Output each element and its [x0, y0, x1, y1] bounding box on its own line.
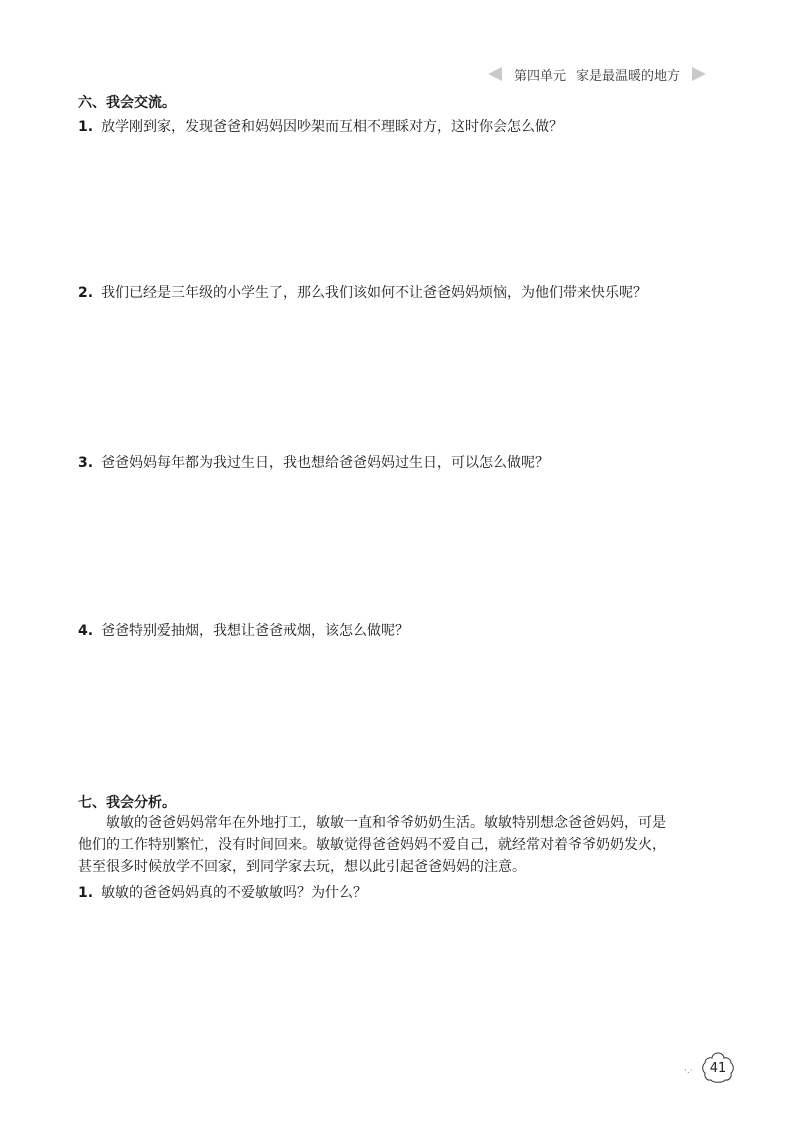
page-header [488, 62, 728, 86]
question-number: 1. [78, 885, 94, 901]
section-6-question-4 [78, 620, 409, 640]
section-6-question-3 [78, 452, 549, 472]
section-6-title: 六、我会交流。 [78, 95, 176, 111]
passage-line: 甚至很多时候放学不回家，到同学家去玩，想以此引起爸爸妈妈的注意。 [78, 859, 526, 875]
question-text: 爸爸妈妈每年都为我过生日，我也想给爸爸妈妈过生日，可以怎么做呢？ [101, 455, 550, 471]
decorative-dots-icon: ·.· [684, 1066, 693, 1076]
question-number: 3. [78, 455, 94, 471]
triangle-right-icon [692, 67, 706, 81]
triangle-left-icon [488, 67, 502, 81]
passage-line: 他们的工作特别繁忙，没有时间回来。敏敏觉得爸爸妈妈不爱自己，就经常对着爷爷奶奶发火， [78, 837, 666, 853]
passage-line: 敏敏的爸爸妈妈常年在外地打工，敏敏一直和爷爷奶奶生活。敏敏特别想念爸爸妈妈，可是 [106, 815, 666, 831]
section-6-question-2 [78, 282, 647, 302]
question-text: 敏敏的爸爸妈妈真的不爱敏敏吗？为什么？ [101, 885, 368, 901]
section-7-title: 七、我会分析。 [78, 795, 176, 811]
page-number: 41 [709, 1060, 727, 1076]
page-number-badge [700, 1050, 736, 1086]
reading-passage [78, 812, 726, 878]
question-number: 1. [78, 119, 94, 135]
unit-label: 第四单元 [514, 68, 567, 84]
unit-title: 家是最温暖的地方 [576, 68, 681, 84]
question-number: 2. [78, 285, 94, 301]
section-6-question-1 [78, 116, 563, 136]
question-text: 我们已经是三年级的小学生了，那么我们该如何不让爸爸妈妈烦恼，为他们带来快乐呢？ [101, 285, 648, 301]
section-7-question-1 [78, 882, 367, 902]
question-text: 放学刚到家，发现爸爸和妈妈因吵架而互相不理睬对方，这时你会怎么做？ [101, 119, 564, 135]
question-number: 4. [78, 623, 94, 639]
question-text: 爸爸特别爱抽烟，我想让爸爸戒烟，该怎么做呢？ [101, 623, 410, 639]
